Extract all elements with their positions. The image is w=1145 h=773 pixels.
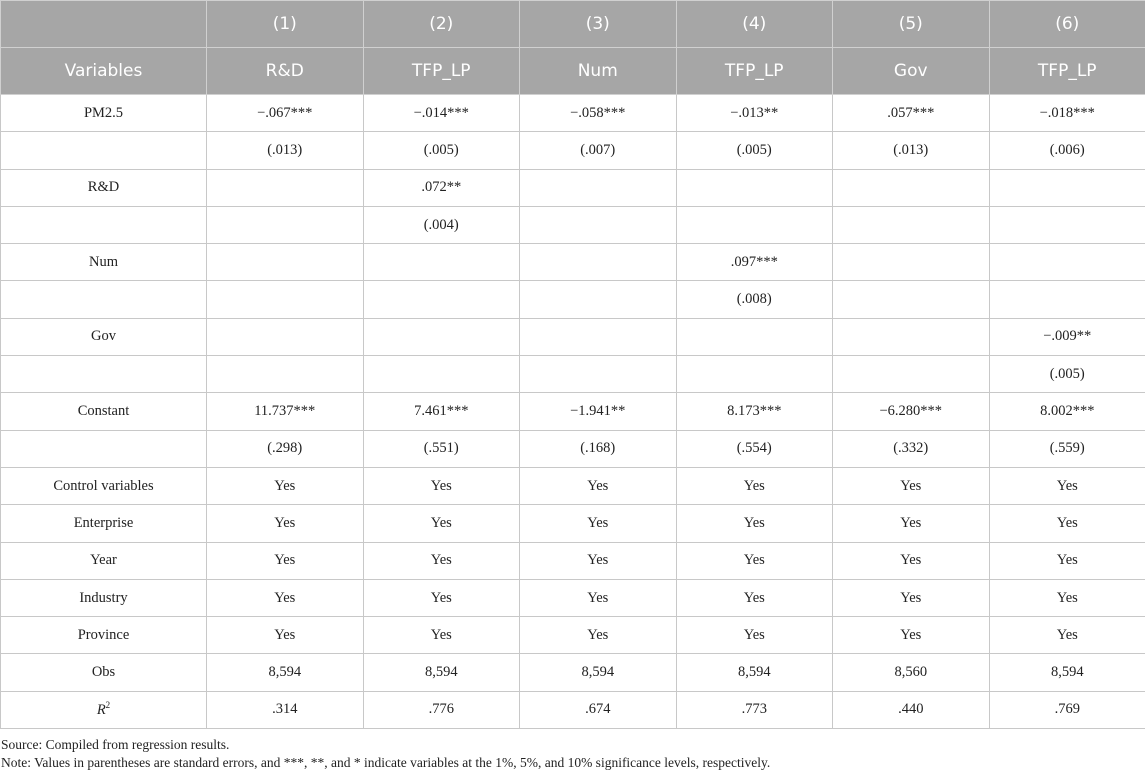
value-cell: Yes bbox=[363, 505, 520, 542]
row-label-cell bbox=[1, 356, 207, 393]
value-cell: (.554) bbox=[676, 430, 833, 467]
value-cell: −.058*** bbox=[520, 95, 677, 132]
value-cell: Yes bbox=[833, 505, 990, 542]
value-cell: Yes bbox=[207, 467, 364, 504]
value-cell: Yes bbox=[676, 505, 833, 542]
table-row bbox=[1, 691, 1145, 728]
value-cell: 7.461*** bbox=[363, 393, 520, 430]
row-label-cell: PM2.5 bbox=[1, 95, 207, 132]
table-row bbox=[1, 318, 1145, 355]
value-cell: Yes bbox=[676, 617, 833, 654]
value-cell: 8.002*** bbox=[989, 393, 1145, 430]
table-row bbox=[1, 132, 1145, 169]
value-cell: Yes bbox=[989, 617, 1145, 654]
r-squared-superscript: 2 bbox=[105, 700, 111, 711]
value-cell: Yes bbox=[207, 542, 364, 579]
value-cell: Yes bbox=[207, 579, 364, 616]
header-number-cell: (4) bbox=[676, 1, 833, 48]
value-cell: (.298) bbox=[207, 430, 364, 467]
row-label-cell: Enterprise bbox=[1, 505, 207, 542]
header-name-cell: TFP_LP bbox=[676, 48, 833, 95]
value-cell bbox=[520, 206, 677, 243]
value-cell bbox=[676, 318, 833, 355]
source-note: Source: Compiled from regression results. bbox=[1, 737, 230, 752]
value-cell bbox=[833, 356, 990, 393]
value-cell: Yes bbox=[520, 542, 677, 579]
value-cell bbox=[520, 356, 677, 393]
table-row bbox=[1, 206, 1145, 243]
value-cell bbox=[207, 356, 364, 393]
value-cell: .097*** bbox=[676, 244, 833, 281]
value-cell bbox=[833, 169, 990, 206]
value-cell: (.006) bbox=[989, 132, 1145, 169]
header-name-cell: TFP_LP bbox=[989, 48, 1145, 95]
value-cell: Yes bbox=[676, 542, 833, 579]
value-cell: (.007) bbox=[520, 132, 677, 169]
row-label-cell: Province bbox=[1, 617, 207, 654]
table-notes bbox=[1, 736, 770, 772]
row-label-cell: Constant bbox=[1, 393, 207, 430]
value-cell: (.168) bbox=[520, 430, 677, 467]
value-cell: −.013** bbox=[676, 95, 833, 132]
value-cell bbox=[363, 356, 520, 393]
value-cell bbox=[520, 169, 677, 206]
value-cell bbox=[363, 318, 520, 355]
header-name-cell: Gov bbox=[833, 48, 990, 95]
value-cell: Yes bbox=[989, 467, 1145, 504]
value-cell bbox=[520, 318, 677, 355]
row-label-cell: Year bbox=[1, 542, 207, 579]
value-cell: Yes bbox=[363, 579, 520, 616]
value-cell: .440 bbox=[833, 691, 990, 728]
significance-note: Note: Values in parentheses are standard errors, and ***, **, and * indicate variables at the 1%, 5%, and 10% significance levels, respectively. bbox=[1, 755, 771, 770]
value-cell bbox=[833, 281, 990, 318]
table-row bbox=[1, 393, 1145, 430]
value-cell: Yes bbox=[207, 617, 364, 654]
table-row bbox=[1, 169, 1145, 206]
value-cell: −.067*** bbox=[207, 95, 364, 132]
value-cell: 8,594 bbox=[520, 654, 677, 691]
value-cell: 8.173*** bbox=[676, 393, 833, 430]
value-cell: .314 bbox=[207, 691, 364, 728]
header-name-cell: TFP_LP bbox=[363, 48, 520, 95]
value-cell: −.018*** bbox=[989, 95, 1145, 132]
value-cell bbox=[989, 281, 1145, 318]
header-number-cell: (5) bbox=[833, 1, 990, 48]
value-cell bbox=[363, 281, 520, 318]
value-cell: −6.280*** bbox=[833, 393, 990, 430]
value-cell bbox=[833, 206, 990, 243]
value-cell bbox=[676, 169, 833, 206]
value-cell bbox=[207, 281, 364, 318]
value-cell: .057*** bbox=[833, 95, 990, 132]
value-cell bbox=[676, 206, 833, 243]
value-cell bbox=[676, 356, 833, 393]
value-cell: .769 bbox=[989, 691, 1145, 728]
table-row bbox=[1, 95, 1145, 132]
row-label-cell: R&D bbox=[1, 169, 207, 206]
value-cell: Yes bbox=[520, 617, 677, 654]
value-cell: Yes bbox=[833, 579, 990, 616]
header-number-cell: (3) bbox=[520, 1, 677, 48]
r-squared-label: R bbox=[96, 702, 106, 719]
value-cell: 8,594 bbox=[363, 654, 520, 691]
value-cell bbox=[833, 244, 990, 281]
row-label-cell bbox=[1, 691, 207, 728]
value-cell: Yes bbox=[833, 542, 990, 579]
row-label-cell bbox=[1, 281, 207, 318]
value-cell: 8,560 bbox=[833, 654, 990, 691]
value-cell: Yes bbox=[989, 542, 1145, 579]
table-row bbox=[1, 654, 1145, 691]
value-cell: (.008) bbox=[676, 281, 833, 318]
table-body bbox=[1, 95, 1145, 729]
value-cell bbox=[520, 281, 677, 318]
value-cell: Yes bbox=[363, 617, 520, 654]
value-cell: (.013) bbox=[207, 132, 364, 169]
row-label-cell bbox=[1, 206, 207, 243]
value-cell: 8,594 bbox=[207, 654, 364, 691]
row-label-cell: Num bbox=[1, 244, 207, 281]
value-cell: Yes bbox=[833, 467, 990, 504]
value-cell bbox=[989, 244, 1145, 281]
header-name-cell: Variables bbox=[1, 48, 207, 95]
header-name-cell: R&D bbox=[207, 48, 364, 95]
value-cell: .072** bbox=[363, 169, 520, 206]
value-cell: Yes bbox=[520, 579, 677, 616]
row-label-cell bbox=[1, 132, 207, 169]
table-row bbox=[1, 467, 1145, 504]
table-row bbox=[1, 542, 1145, 579]
value-cell bbox=[989, 169, 1145, 206]
value-cell: Yes bbox=[520, 505, 677, 542]
value-cell: (.551) bbox=[363, 430, 520, 467]
value-cell: Yes bbox=[520, 467, 677, 504]
value-cell: .674 bbox=[520, 691, 677, 728]
value-cell bbox=[207, 244, 364, 281]
value-cell: Yes bbox=[207, 505, 364, 542]
header-number-cell: (6) bbox=[989, 1, 1145, 48]
table-row bbox=[1, 281, 1145, 318]
table-row bbox=[1, 579, 1145, 616]
value-cell: .776 bbox=[363, 691, 520, 728]
value-cell: −.009** bbox=[989, 318, 1145, 355]
row-label-cell: Gov bbox=[1, 318, 207, 355]
value-cell: Yes bbox=[989, 579, 1145, 616]
header-number-cell: (1) bbox=[207, 1, 364, 48]
header-number-cell bbox=[1, 1, 207, 48]
value-cell bbox=[207, 318, 364, 355]
value-cell bbox=[207, 169, 364, 206]
table-row bbox=[1, 430, 1145, 467]
table-header bbox=[1, 1, 1145, 95]
value-cell: −.014*** bbox=[363, 95, 520, 132]
header-name-cell: Num bbox=[520, 48, 677, 95]
header-row-numbers bbox=[1, 1, 1145, 48]
table-row bbox=[1, 356, 1145, 393]
value-cell: Yes bbox=[833, 617, 990, 654]
value-cell: (.005) bbox=[676, 132, 833, 169]
table-row bbox=[1, 617, 1145, 654]
value-cell: −1.941** bbox=[520, 393, 677, 430]
value-cell: Yes bbox=[363, 542, 520, 579]
value-cell: (.004) bbox=[363, 206, 520, 243]
header-row-names bbox=[1, 48, 1145, 95]
row-label-cell: Obs bbox=[1, 654, 207, 691]
value-cell bbox=[363, 244, 520, 281]
value-cell: 8,594 bbox=[676, 654, 833, 691]
value-cell: (.013) bbox=[833, 132, 990, 169]
value-cell: 8,594 bbox=[989, 654, 1145, 691]
value-cell bbox=[207, 206, 364, 243]
value-cell: Yes bbox=[676, 579, 833, 616]
table-row bbox=[1, 244, 1145, 281]
value-cell: (.559) bbox=[989, 430, 1145, 467]
header-number-cell: (2) bbox=[363, 1, 520, 48]
value-cell bbox=[833, 318, 990, 355]
value-cell: Yes bbox=[676, 467, 833, 504]
value-cell: (.332) bbox=[833, 430, 990, 467]
value-cell bbox=[520, 244, 677, 281]
row-label-cell bbox=[1, 430, 207, 467]
row-label-cell: Industry bbox=[1, 579, 207, 616]
value-cell bbox=[989, 206, 1145, 243]
value-cell: Yes bbox=[989, 505, 1145, 542]
value-cell: (.005) bbox=[989, 356, 1145, 393]
value-cell: Yes bbox=[363, 467, 520, 504]
value-cell: (.005) bbox=[363, 132, 520, 169]
value-cell: 11.737*** bbox=[207, 393, 364, 430]
row-label-cell: Control variables bbox=[1, 467, 207, 504]
table-row bbox=[1, 505, 1145, 542]
value-cell: .773 bbox=[676, 691, 833, 728]
